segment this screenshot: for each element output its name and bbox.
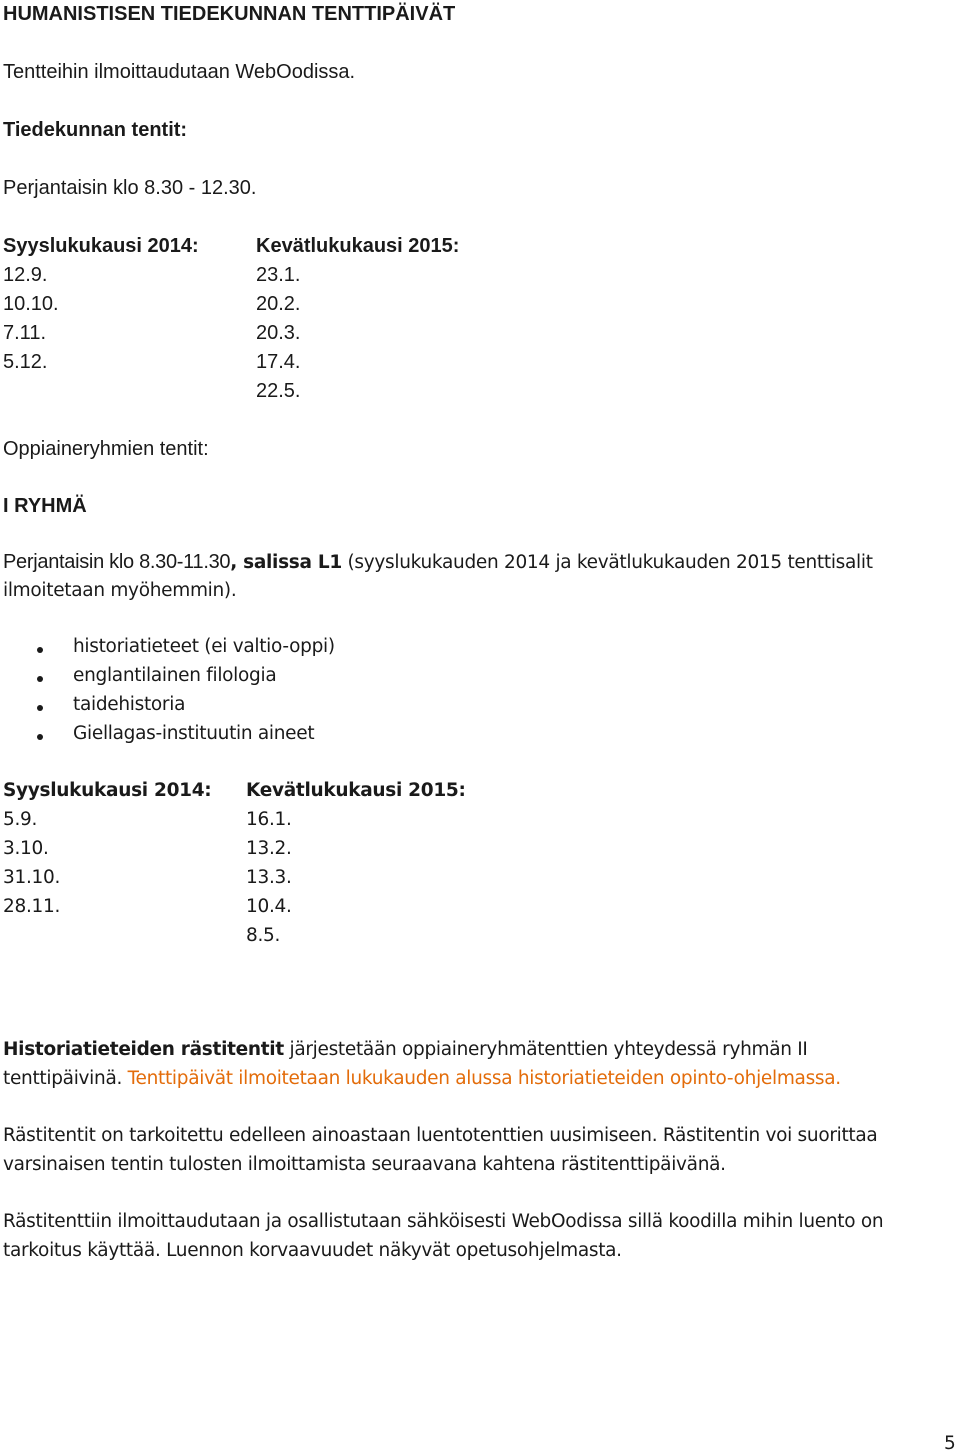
date-item: 31.10. bbox=[3, 867, 61, 888]
date-item: 28.11. bbox=[3, 896, 61, 917]
date-item: 13.3. bbox=[246, 867, 292, 888]
group-title: I RYHMÄ bbox=[3, 495, 87, 517]
retake-bold: Historiatieteiden rästitentit bbox=[3, 1039, 284, 1060]
date-item: 10.10. bbox=[3, 293, 59, 315]
schedule-note: (syyslukukauden 2014 ja kevätlukukauden 2015 tenttisalit bbox=[341, 552, 873, 573]
list-item: taidehistoria bbox=[73, 694, 186, 715]
retake-paragraph-1-line1 bbox=[3, 1039, 808, 1060]
date-item: 8.5. bbox=[246, 925, 281, 946]
retake-paragraph-1-line2 bbox=[3, 1068, 841, 1089]
list-item: Giellagas-instituutin aineet bbox=[73, 723, 315, 744]
date-item: 5.9. bbox=[3, 809, 38, 830]
group-schedule-line2: ilmoitetaan myöhemmin). bbox=[3, 580, 237, 601]
date-item: 10.4. bbox=[246, 896, 292, 917]
schedule-room: , salissa L1 bbox=[230, 552, 342, 573]
bullet-icon bbox=[37, 647, 43, 653]
group-spring-dates bbox=[246, 805, 292, 950]
group-autumn-heading: Syyslukukausi 2014: bbox=[3, 780, 212, 801]
date-item: 23.1. bbox=[256, 264, 301, 286]
retake-text: järjestetään oppiaineryhmätenttien yhteydessä ryhmän II bbox=[283, 1039, 808, 1060]
group-autumn-dates bbox=[3, 805, 60, 921]
document-title: HUMANISTISEN TIEDEKUNNAN TENTTIPÄIVÄT bbox=[3, 3, 456, 25]
schedule-time: Perjantaisin klo 8.30-11.30 bbox=[3, 551, 231, 573]
date-item: 7.11. bbox=[3, 322, 46, 344]
faculty-autumn-heading: Syyslukukausi 2014: bbox=[3, 235, 199, 257]
date-item: 20.2. bbox=[256, 293, 301, 315]
date-item: 13.2. bbox=[246, 838, 292, 859]
faculty-spring-heading: Kevätlukukausi 2015: bbox=[256, 235, 460, 257]
faculty-spring-dates bbox=[256, 261, 300, 406]
retake-paragraph-3-line2: tarkoitus käyttää. Luennon korvaavuudet näkyvät opetusohjelmasta. bbox=[3, 1240, 622, 1261]
faculty-exams-heading: Tiedekunnan tentit: bbox=[3, 119, 188, 141]
bullet-icon bbox=[37, 705, 43, 711]
date-item: 20.3. bbox=[256, 322, 301, 344]
group-spring-heading: Kevätlukukausi 2015: bbox=[246, 780, 466, 801]
faculty-exams-schedule: Perjantaisin klo 8.30 - 12.30. bbox=[3, 177, 257, 199]
faculty-autumn-dates bbox=[3, 261, 59, 377]
date-item: 22.5. bbox=[256, 380, 301, 402]
page-number: 5 bbox=[944, 1433, 956, 1454]
list-item: englantilainen filologia bbox=[73, 665, 277, 686]
group-schedule-line1 bbox=[3, 551, 873, 574]
list-item: historiatieteet (ei valtio-oppi) bbox=[73, 636, 335, 657]
intro-text: Tentteihin ilmoittaudutaan WebOodissa. bbox=[3, 61, 356, 83]
bullet-icon bbox=[37, 734, 43, 740]
retake-paragraph-2-line1: Rästitentit on tarkoitettu edelleen ainoastaan luentotenttien uusimiseen. Rästitentin voi suorittaa bbox=[3, 1125, 878, 1146]
date-item: 17.4. bbox=[256, 351, 301, 373]
date-item: 16.1. bbox=[246, 809, 292, 830]
date-item: 5.12. bbox=[3, 351, 48, 373]
retake-paragraph-3-line1: Rästitenttiin ilmoittaudutaan ja osallistutaan sähköisesti WebOodissa sillä koodilla mihin luento on bbox=[3, 1211, 884, 1232]
retake-paragraph-2-line2: varsinaisen tentin tulosten ilmoittamista seuraavana kahtena rästitenttipäivänä. bbox=[3, 1154, 726, 1175]
subject-group-heading: Oppiaineryhmien tentit: bbox=[3, 438, 209, 460]
date-item: 3.10. bbox=[3, 838, 49, 859]
retake-text: tenttipäivinä. bbox=[3, 1068, 128, 1089]
retake-highlight: Tenttipäivät ilmoitetaan lukukauden alussa historiatieteiden opinto-ohjelmassa. bbox=[127, 1068, 841, 1089]
date-item: 12.9. bbox=[3, 264, 48, 286]
bullet-icon bbox=[37, 676, 43, 682]
